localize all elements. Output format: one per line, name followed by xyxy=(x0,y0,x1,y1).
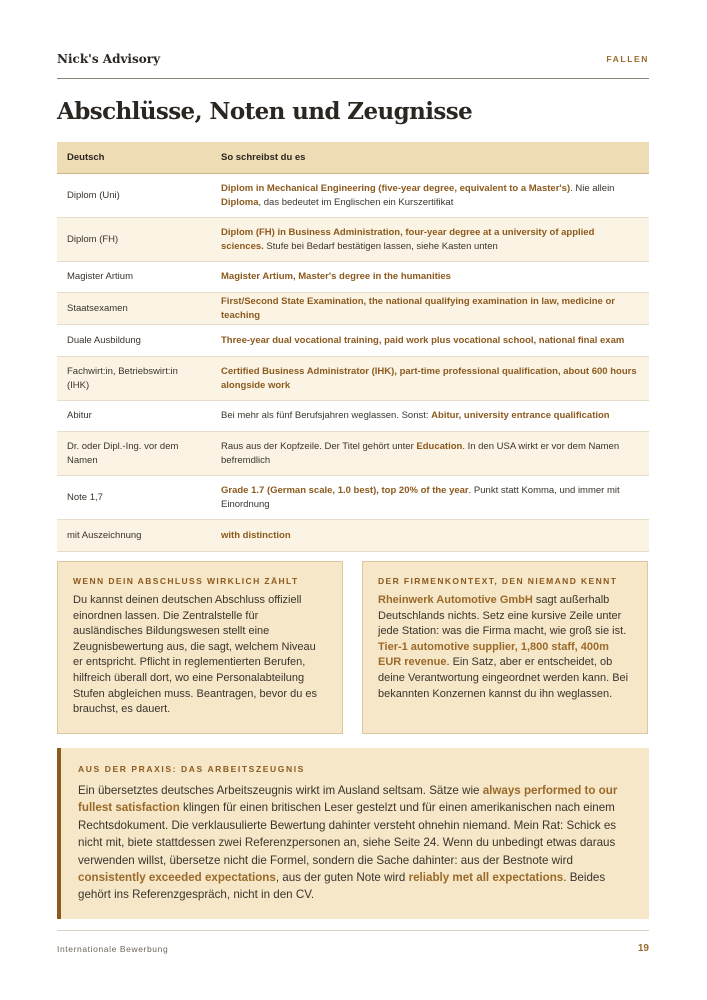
table-row xyxy=(57,357,649,401)
brand-name: Nick's Advisory xyxy=(57,52,161,66)
table-row xyxy=(57,293,649,325)
text-segment: Stufe bei Bedarf bestätigen lassen, siehe Kasten unten xyxy=(263,240,498,252)
german-term: Dr. oder Dipl.-Ing. vor dem Namen xyxy=(57,432,211,476)
highlighted-text: Tier-1 automotive supplier, 1,800 staff, 400m EUR revenue xyxy=(378,640,609,669)
table-row xyxy=(57,262,649,293)
praxis-callout xyxy=(57,748,649,919)
text-segment: Raus aus der Kopfzeile. Der Titel gehört unter xyxy=(221,440,417,452)
german-term: Duale Ausbildung xyxy=(57,325,211,357)
english-rendering xyxy=(211,218,649,262)
footer-title: Internationale Bewerbung xyxy=(57,944,169,954)
english-rendering xyxy=(211,357,649,401)
page-number: 19 xyxy=(637,943,649,954)
english-rendering xyxy=(211,174,649,218)
highlighted-text: Grade 1.7 (German scale, 1.0 best), top 20% of the year xyxy=(221,484,469,496)
table-row xyxy=(57,401,649,432)
text-segment: Bei mehr als fünf Berufsjahren weglassen. Sonst: xyxy=(221,410,432,421)
highlighted-text: Education xyxy=(416,440,463,452)
highlighted-text: Magister Artium, Master's degree in the humanities xyxy=(221,271,451,282)
text-segment: . Beides gehört ins Referenzgespräch, nicht in den CV. xyxy=(78,871,606,902)
english-rendering xyxy=(211,293,649,325)
table-row xyxy=(57,218,649,262)
info-box-title: WENN DEIN ABSCHLUSS WIRKLICH ZÄHLT xyxy=(73,576,299,586)
table-row xyxy=(57,432,649,476)
english-rendering xyxy=(211,401,649,432)
german-term: Abitur xyxy=(57,401,211,432)
text-segment: klingen für einen britischen Leser gestelzt und für einen amerikanischen nach einem Rechtsdokument. Die verklausulierte Bewertung dahinter versteht ohnehin niemand. Mein Rat: Schick es nicht mit, biete stattdessen zwei Referenzpersonen an, siehe Seite 24. Wenn du unbedingt etwas daraus verwenden willst, übersetze nicht die Formel, sondern die Sache dahinter: aus der Bestnote wird xyxy=(78,801,617,867)
info-box-title: DER FIRMENKONTEXT, DEN NIEMAND KENNT xyxy=(378,576,618,586)
table-body xyxy=(57,174,649,552)
highlighted-text: Three-year dual vocational training, paid work plus vocational school, national final exam xyxy=(221,334,625,346)
english-rendering xyxy=(211,520,649,552)
german-term: mit Auszeichnung xyxy=(57,520,211,552)
highlighted-text: Certified Business Administrator (IHK), part-time professional qualification, about 600 hours alongside work xyxy=(221,365,637,391)
callout-title: AUS DER PRAXIS: DAS ARBEITSZEUGNIS xyxy=(78,764,305,774)
table-row xyxy=(57,476,649,520)
text-segment: Du kannst deinen deutschen Abschluss offiziell einordnen lassen. Die Zentralstelle für ausländisches Bildungswesen stellt eine Zeugnisbewertung aus, die sagt, welchem Niveau er entspricht. Pflicht in reglementierten Berufen, hilfreich überall dort, wo eine Personalabteilung Stufen abgleichen muss. Beantragen, bevor du es brauchst, es dauert. xyxy=(73,594,317,716)
text-segment: . Punkt statt Komma, und immer mit Einordnung xyxy=(221,484,620,510)
callout-text xyxy=(78,782,631,904)
highlighted-text: Abitur, university entrance qualification xyxy=(431,410,610,421)
section-label: FALLEN xyxy=(606,54,649,64)
german-term: Note 1,7 xyxy=(57,476,211,520)
translation-table xyxy=(57,142,649,552)
english-rendering xyxy=(211,432,649,476)
info-box-abschluss xyxy=(57,561,343,734)
german-term: Magister Artium xyxy=(57,262,211,293)
german-term: Staatsexamen xyxy=(57,293,211,325)
highlighted-text: Diplom (FH) in Business Administration, four-year degree at a university of applied sciences. xyxy=(221,226,595,252)
page-title: Abschlüsse, Noten und Zeugnisse xyxy=(57,98,473,125)
highlighted-text: Diploma xyxy=(221,196,259,208)
page-footer xyxy=(57,930,649,957)
table-header-row xyxy=(57,142,649,174)
highlighted-text: Rheinwerk Automotive GmbH xyxy=(378,594,533,606)
page-header xyxy=(57,52,649,79)
column-header-deutsch: Deutsch xyxy=(57,142,211,174)
text-segment: . In den USA wirkt er vor dem Namen befremdlich xyxy=(221,440,620,466)
english-rendering xyxy=(211,476,649,520)
text-segment: . Ein Satz, aber er entscheidet, ob deine Verantwortung eingeordnet werden kann. Bei bekannten Konzernen kannst du ihn weglassen. xyxy=(378,656,629,700)
german-term: Diplom (FH) xyxy=(57,218,211,262)
highlighted-text: Diplom in Mechanical Engineering (five-year degree, equivalent to a Master's) xyxy=(221,182,571,194)
highlighted-text: always performed to our fullest satisfaction xyxy=(78,784,618,815)
text-segment: . Nie allein xyxy=(570,182,615,194)
column-header-translation: So schreibst du es xyxy=(211,142,649,174)
info-box-text xyxy=(73,593,327,718)
text-segment: sagt außerhalb Deutschlands nichts. Setz eine kursive Zeile unter jede Station: was die Firma macht, wie groß sie ist. xyxy=(378,594,627,638)
german-term: Fachwirt:in, Betriebswirt:in (IHK) xyxy=(57,357,211,401)
table-row xyxy=(57,325,649,357)
highlighted-text: First/Second State Examination, the national qualifying examination in law, medicine or teaching xyxy=(221,295,615,321)
english-rendering xyxy=(211,262,649,293)
text-segment: , das bedeutet im Englischen ein Kurszertifikat xyxy=(258,196,454,208)
highlighted-text: reliably met all expectations xyxy=(408,871,564,885)
text-segment: , aus der guten Note wird xyxy=(275,871,409,885)
table-row xyxy=(57,174,649,218)
english-rendering xyxy=(211,325,649,357)
highlighted-text: with distinction xyxy=(221,529,291,541)
text-segment: Ein übersetztes deutsches Arbeitszeugnis wirkt im Ausland seltsam. Sätze wie xyxy=(78,784,483,797)
german-term: Diplom (Uni) xyxy=(57,174,211,218)
table-row xyxy=(57,520,649,552)
info-box-text xyxy=(378,593,632,702)
highlighted-text: consistently exceeded expectations xyxy=(78,871,276,885)
info-box-firmenkontext xyxy=(362,561,648,734)
